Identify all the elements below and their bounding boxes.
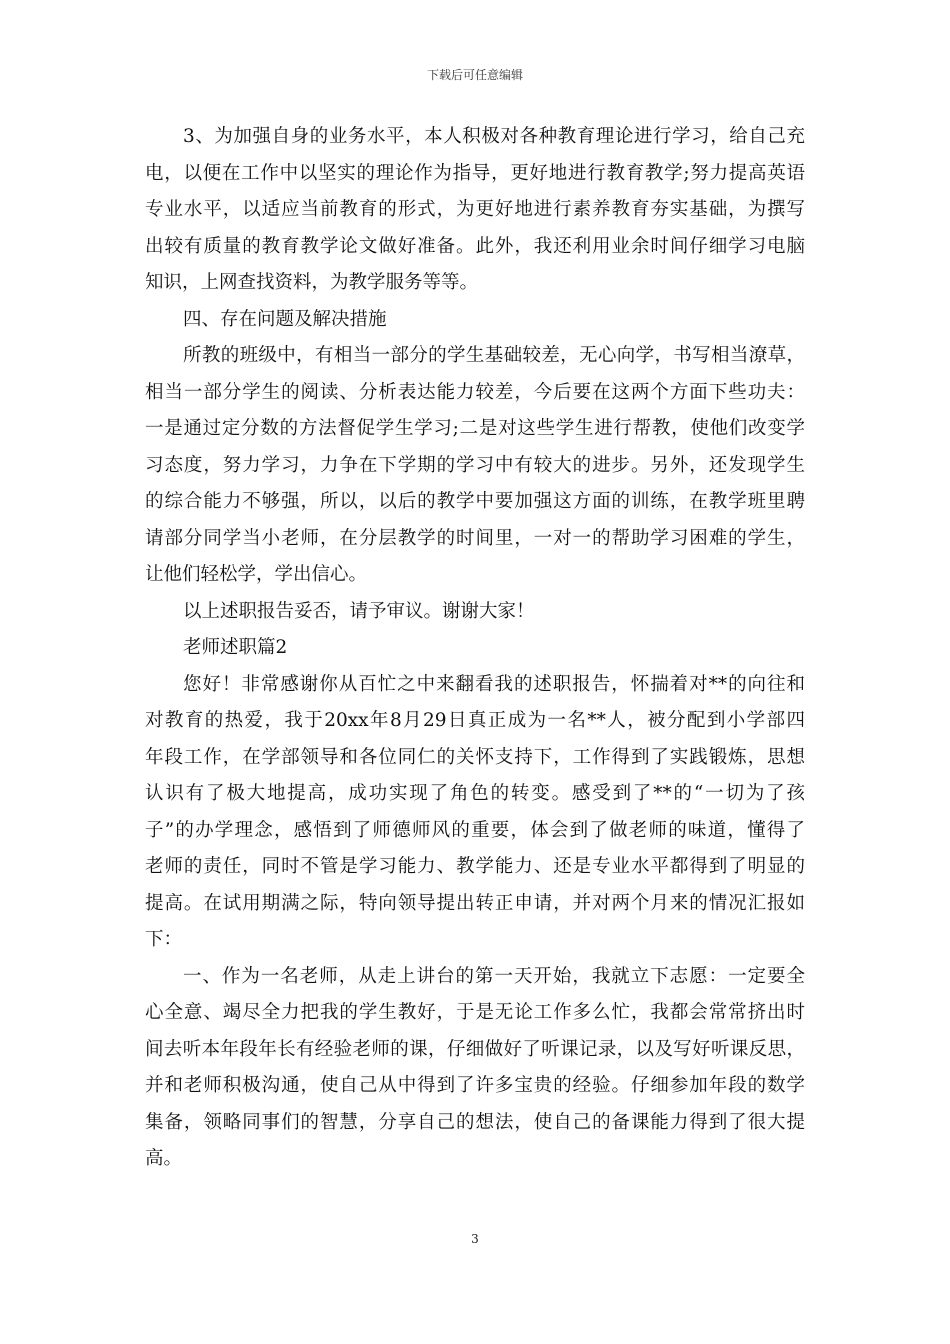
text-line: 请部分同学当小老师，在分层教学的时间里，一对一的帮助学习困难的学生， [145,527,805,549]
paragraph [145,119,805,302]
text-line: 心全意、竭尽全力把我的学生教好，于是无论工作多么忙，我都会常常挤出时 [145,1002,805,1023]
page-number: 3 [471,1232,479,1246]
text-line: 并和老师积极沟通，使自己从中得到了许多宝贵的经验。仔细参加年段的数学 [145,1075,805,1096]
text-line: 习态度，努力学习，力争在下学期的学习中有较大的进步。另外，还发现学生 [145,454,805,476]
text-line: 您好！非常感谢你从百忙之中来翻看我的述职报告，怀揣着对**的向往和 [183,673,805,695]
text-line: 一、作为一名老师，从走上讲台的第一天开始，我就立下志愿：一定要全 [183,965,805,987]
document-body [145,119,805,1178]
paragraph [145,667,805,959]
text-line: 年段工作，在学部领导和各位同仁的关怀支持下，工作得到了实践锻炼，思想 [145,746,805,768]
text-line: 3、为加强自身的业务水平，本人积极对各种教育理论进行学习，给自己充 [183,126,805,147]
text-line: 一是通过定分数的方法督促学生学习;二是对这些学生进行帮教，使他们改变学 [145,418,805,439]
text-line: 集备，领略同事们的智慧，分享自己的想法，使自己的备课能力得到了很大提 [145,1111,805,1133]
text-line: 高。 [145,1148,183,1169]
text-line: 知识，上网查找资料，为教学服务等等。 [145,272,479,293]
text-line: 相当一部分学生的阅读、分析表达能力较差，今后要在这两个方面下些功夫： [145,381,805,403]
paragraph [145,630,805,667]
text-line: 对教育的热爱，我于20xx年8月29日真正成为一名**人，被分配到小学部四 [145,710,805,731]
text-line: 子”的办学理念，感悟到了师德师风的重要，体会到了做老师的味道，懂得了 [145,819,805,841]
paragraph [145,594,805,631]
paragraph [145,338,805,594]
text-line: 出较有质量的教育教学论文做好准备。此外，我还利用业余时间仔细学习电脑 [145,235,805,257]
paragraph [145,959,805,1178]
text-line: 认识有了极大地提高，成功实现了角色的转变。感受到了**的“一切为了孩 [145,783,805,804]
text-line: 专业水平，以适应当前教育的形式，为更好地进行素养教育夯实基础，为撰写 [145,199,805,220]
text-line: 让他们轻松学，学出信心。 [145,564,368,585]
text-line: 老师的责任，同时不管是学习能力、教学能力、还是专业水平都得到了明显的 [145,856,805,877]
page-header: 下载后可任意编辑 [426,68,523,82]
text-line: 所教的班级中，有相当一部分的学生基础较差，无心向学，书写相当潦草， [183,345,805,366]
text-line: 四、存在问题及解决措施 [183,308,387,330]
text-line: 老师述职篇2 [183,637,288,658]
text-line: 以上述职报告妥否，请予审议。谢谢大家！ [183,600,535,622]
text-line: 间去听本年段年长有经验老师的课，仔细做好了听课记录，以及写好听课反思， [145,1038,805,1060]
text-line: 提高。在试用期满之际，特向领导提出转正申请，并对两个月来的情况汇报如 [145,892,805,914]
paragraph [145,302,805,339]
text-line: 的综合能力不够强，所以，以后的教学中要加强这方面的训练，在教学班里聘 [145,491,805,512]
text-line: 电，以便在工作中以坚实的理论作为指导，更好地进行教育教学;努力提高英语 [145,162,805,184]
text-line: 下： [145,929,183,950]
